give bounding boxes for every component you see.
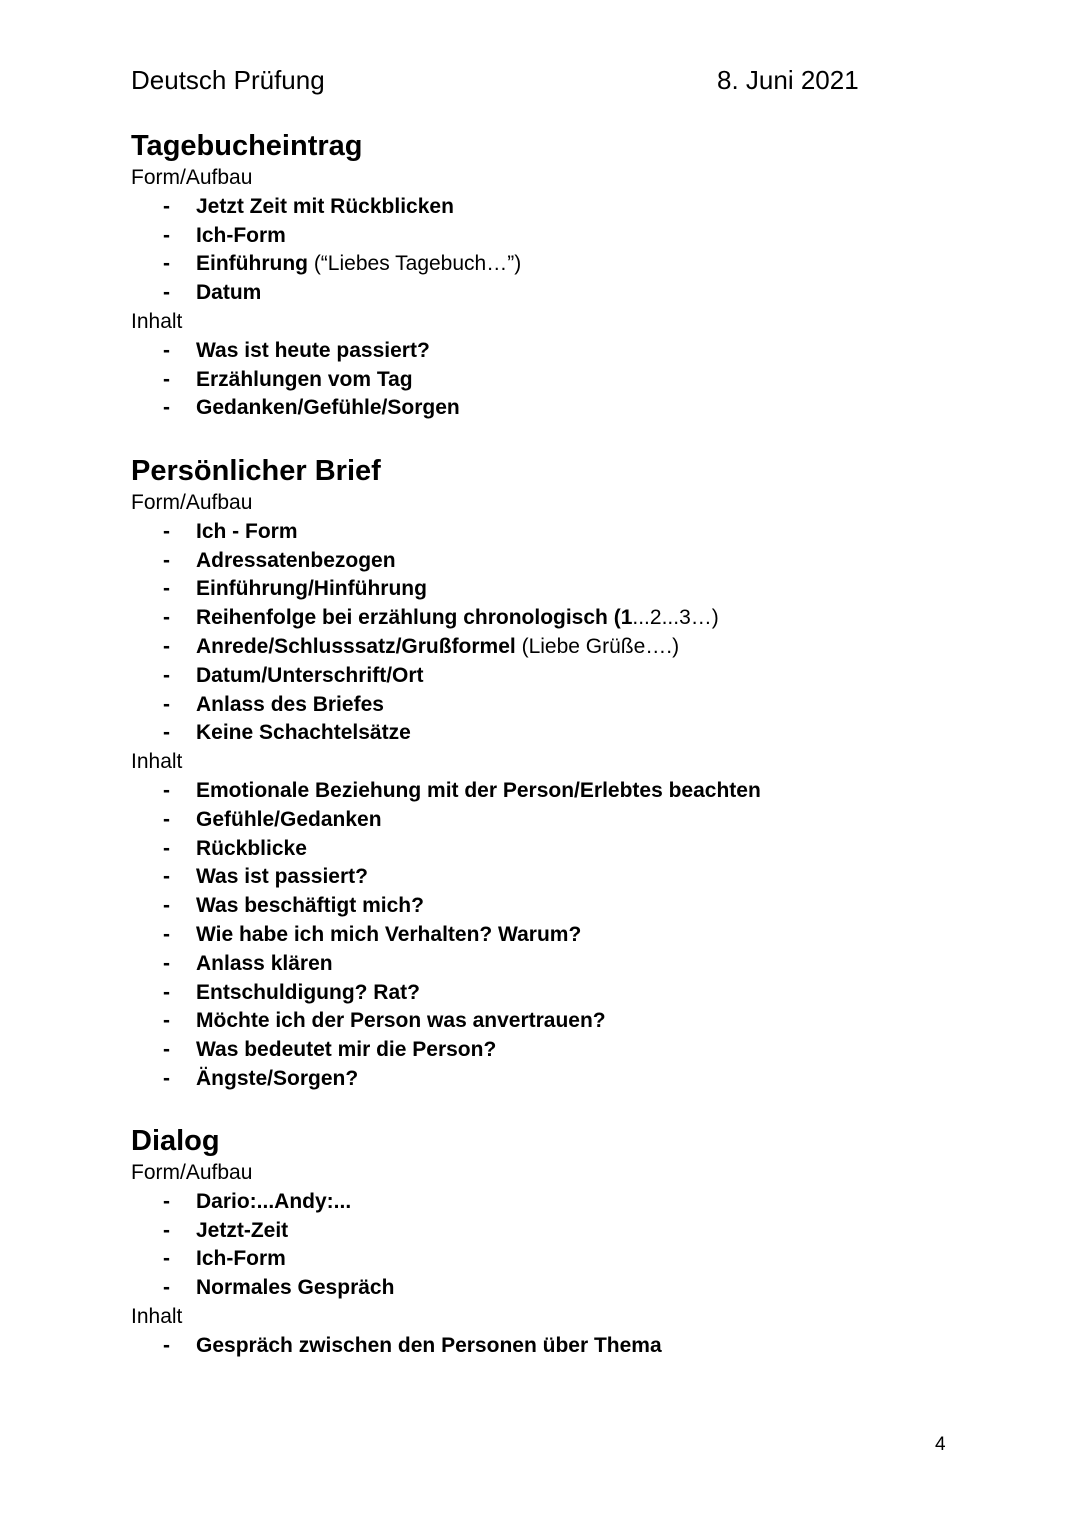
list-item [131, 518, 951, 547]
item-text-bold: Wie habe ich mich Verhalten? Warum? [196, 922, 582, 946]
item-text-bold: Möchte ich der Person was anvertrauen? [196, 1009, 606, 1033]
form-list [131, 518, 951, 748]
bullet-dash: - [163, 922, 170, 946]
item-text-bold: Was ist heute passiert? [196, 338, 430, 362]
item-text-bold: Gespräch zwischen den Personen über Thema [196, 1333, 662, 1357]
item-text-bold: Datum/Unterschrift/Ort [196, 663, 424, 687]
item-text-bold: Ängste/Sorgen? [196, 1066, 359, 1090]
item-text-bold: Einführung [196, 252, 308, 276]
item-text-normal: (“Liebes Tagebuch…”) [307, 252, 522, 276]
list-item [131, 366, 951, 395]
list-item [131, 633, 951, 662]
list-item [131, 950, 951, 979]
list-item [131, 662, 951, 691]
bullet-dash: - [163, 1066, 170, 1090]
item-text-bold: Einführung/Hinführung [196, 577, 427, 601]
bullet-dash: - [163, 194, 170, 218]
list-item [131, 777, 951, 806]
bullet-dash: - [163, 894, 170, 918]
list-item [131, 193, 951, 222]
list-item [131, 575, 951, 604]
item-text-bold: Was bedeutet mir die Person? [196, 1038, 497, 1062]
item-text-bold: Datum [196, 281, 262, 305]
bullet-dash: - [163, 281, 170, 305]
item-text-bold: Reihenfolge bei erzählung chronologisch (1 [196, 606, 633, 630]
list-item [131, 250, 951, 279]
list-item [131, 921, 951, 950]
item-text-bold: Ich - Form [196, 519, 298, 543]
page-number: 4 [935, 1434, 946, 1455]
bullet-dash: - [163, 1189, 170, 1213]
item-text-bold: Anrede/Schlusssatz/Grußformel [196, 634, 516, 658]
item-text-bold: Was ist passiert? [196, 865, 368, 889]
document-header-title: Deutsch Prüfung [131, 65, 325, 95]
content-list [131, 1332, 951, 1361]
bullet-dash: - [163, 1247, 170, 1271]
item-text-bold: Gedanken/Gefühle/Sorgen [196, 396, 460, 420]
content-list [131, 777, 951, 1094]
list-item [131, 979, 951, 1008]
form-label: Form/Aufbau [131, 1161, 253, 1184]
list-item [131, 547, 951, 576]
section-title: Tagebucheintrag [131, 130, 363, 162]
section-tagebucheintrag [131, 128, 951, 423]
content-list [131, 337, 951, 423]
list-item [131, 691, 951, 720]
bullet-dash: - [163, 577, 170, 601]
item-text-normal: (Liebe Grüße….) [515, 634, 680, 658]
bullet-dash: - [163, 223, 170, 247]
bullet-dash: - [163, 548, 170, 572]
bullet-dash: - [163, 721, 170, 745]
list-item [131, 835, 951, 864]
section-persoenlicher-brief [131, 453, 951, 1094]
list-item [131, 1188, 951, 1217]
list-item [131, 604, 951, 633]
item-text-bold: Gefühle/Gedanken [196, 807, 382, 831]
list-item [131, 1245, 951, 1274]
form-label: Form/Aufbau [131, 491, 253, 514]
item-text-bold: Ich-Form [196, 1247, 286, 1271]
list-item [131, 806, 951, 835]
item-text-bold: Dario:...Andy:... [196, 1189, 352, 1213]
document-header-date: 8. Juni 2021 [717, 65, 859, 95]
form-list [131, 1188, 951, 1303]
bullet-dash: - [163, 951, 170, 975]
bullet-dash: - [163, 865, 170, 889]
bullet-dash: - [163, 980, 170, 1004]
item-text-bold: Rückblicke [196, 836, 307, 860]
bullet-dash: - [163, 1276, 170, 1300]
item-text-bold: Normales Gespräch [196, 1276, 395, 1300]
list-item [131, 1217, 951, 1246]
bullet-dash: - [163, 663, 170, 687]
item-text-bold: Erzählungen vom Tag [196, 367, 413, 391]
item-text-bold: Jetzt Zeit mit Rückblicken [196, 194, 454, 218]
list-item [131, 222, 951, 251]
section-title: Persönlicher Brief [131, 455, 381, 487]
item-text-bold: Emotionale Beziehung mit der Person/Erlebtes beachten [196, 778, 761, 802]
bullet-dash: - [163, 1333, 170, 1357]
bullet-dash: - [163, 634, 170, 658]
section-title: Dialog [131, 1125, 220, 1157]
item-text-bold: Jetzt-Zeit [196, 1218, 289, 1242]
item-text-bold: Was beschäftigt mich? [196, 894, 424, 918]
list-item [131, 1007, 951, 1036]
list-item [131, 279, 951, 308]
item-text-normal: ...2...3…) [632, 606, 719, 630]
bullet-dash: - [163, 1009, 170, 1033]
form-label: Form/Aufbau [131, 166, 253, 189]
list-item [131, 1036, 951, 1065]
list-item [131, 394, 951, 423]
item-text-bold: Adressatenbezogen [196, 548, 396, 572]
item-text-bold: Anlass klären [196, 951, 333, 975]
item-text-bold: Anlass des Briefes [196, 692, 384, 716]
list-item [131, 719, 951, 748]
list-item [131, 1332, 951, 1361]
list-item [131, 337, 951, 366]
list-item [131, 863, 951, 892]
bullet-dash: - [163, 338, 170, 362]
bullet-dash: - [163, 1218, 170, 1242]
bullet-dash: - [163, 807, 170, 831]
content-label: Inhalt [131, 309, 183, 333]
bullet-dash: - [163, 367, 170, 391]
content-label: Inhalt [131, 750, 183, 774]
bullet-dash: - [163, 396, 170, 420]
bullet-dash: - [163, 1038, 170, 1062]
bullet-dash: - [163, 519, 170, 543]
bullet-dash: - [163, 692, 170, 716]
section-dialog [131, 1123, 951, 1361]
bullet-dash: - [163, 252, 170, 276]
list-item [131, 1065, 951, 1094]
list-item [131, 1274, 951, 1303]
content-label: Inhalt [131, 1304, 183, 1328]
bullet-dash: - [163, 606, 170, 630]
bullet-dash: - [163, 778, 170, 802]
item-text-bold: Entschuldigung? Rat? [196, 980, 420, 1004]
bullet-dash: - [163, 836, 170, 860]
list-item [131, 892, 951, 921]
form-list [131, 193, 951, 308]
item-text-bold: Keine Schachtelsätze [196, 721, 411, 745]
item-text-bold: Ich-Form [196, 223, 286, 247]
